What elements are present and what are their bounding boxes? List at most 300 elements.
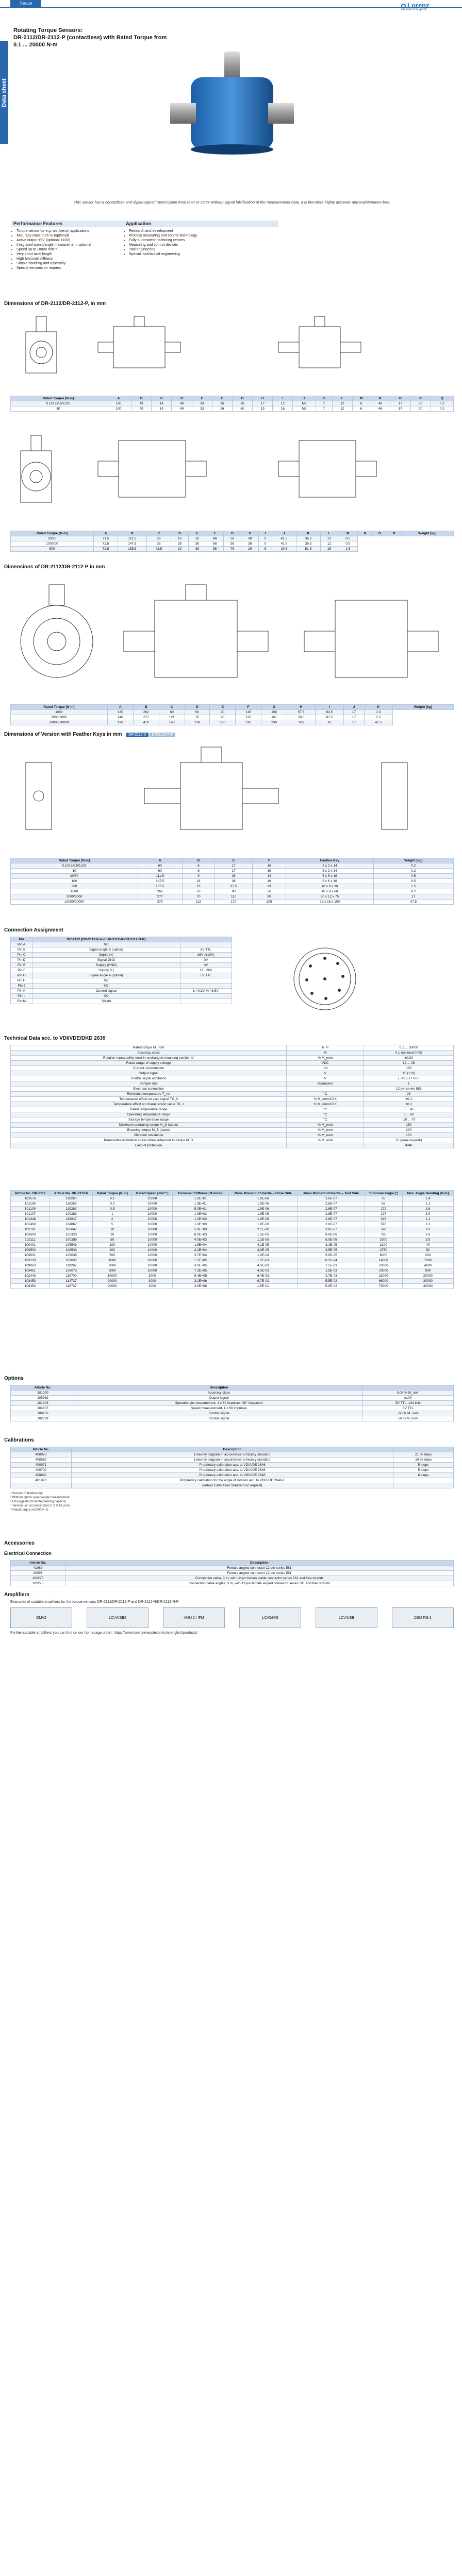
table-header: C — [146, 531, 171, 536]
table-cell: 3000 — [132, 1274, 173, 1279]
amplifier-item: LCV/USB — [316, 1607, 377, 1628]
table-cell: 9.0E-06 — [298, 1232, 365, 1238]
table-cell: 95 — [316, 720, 344, 725]
table-cell: 1.0E+02 — [173, 1217, 228, 1222]
table-row — [11, 1071, 454, 1076]
table-cell: Pin J — [11, 984, 32, 989]
table-row — [11, 1396, 454, 1401]
table-header: J — [272, 531, 296, 536]
table-header: I — [259, 531, 272, 536]
table-cell: 10000/20000 — [11, 900, 138, 905]
table-cell: 102600 — [11, 1232, 50, 1238]
table-cell: Rated torque M_nom — [11, 1045, 287, 1050]
table-cell: 17 — [390, 401, 410, 406]
table-row — [11, 999, 232, 1004]
table-cell: -50 % M_nom — [363, 1411, 454, 1416]
table-cell: 3.1E+06 — [173, 1279, 228, 1284]
table-row — [11, 1238, 454, 1243]
table-row — [11, 869, 454, 874]
table-cell: % M_nom — [287, 1056, 364, 1061]
table-cell: 60 — [232, 406, 252, 412]
table-cell: 12 — [332, 406, 352, 412]
table-cell: 50 — [182, 889, 215, 894]
table-header: Description — [75, 1385, 362, 1391]
table-row — [11, 1045, 454, 1050]
table-cell: L <0.3, H >3.5 — [364, 1076, 454, 1081]
table-cell: 147.5 — [138, 879, 183, 884]
table-cell: Breaking torque M_B (static) — [11, 1128, 287, 1133]
table-cell: 26 — [212, 401, 232, 406]
table-cell: ±5V (±10V) — [180, 953, 232, 958]
table-cell: 1.0E+02 — [173, 1212, 228, 1217]
table-cell: M3 — [293, 406, 316, 412]
table-header: B — [131, 396, 152, 401]
footnote: ⁴ Version -W: accuracy class 0.2 % M_nom — [10, 1504, 70, 1507]
table-cell: 5.0E-02 — [298, 1284, 365, 1289]
table-header: E — [210, 705, 236, 710]
table-row — [11, 1416, 454, 1421]
table-cell: 109037 — [50, 1258, 92, 1263]
table-cell: 32 — [171, 547, 188, 552]
table-cell: 900 — [402, 1268, 453, 1274]
table-cell: 6 — [259, 547, 272, 552]
table-row — [11, 879, 454, 884]
table-row — [11, 1207, 454, 1212]
table-cell: °C — [287, 1117, 364, 1123]
table-header: G — [232, 396, 252, 401]
table-cell: 10 — [93, 1227, 132, 1232]
table-cell: 36.5 — [296, 536, 320, 541]
table-cell: 30 — [410, 401, 431, 406]
table-row — [11, 1222, 454, 1227]
table-header: Article No. — [11, 1385, 75, 1391]
table-cell: Signal angle A (option) — [32, 973, 180, 978]
table-header: A — [93, 531, 118, 536]
table-cell: 101000 — [11, 1391, 75, 1396]
table-header: I — [273, 396, 293, 401]
table-cell: 52 — [402, 1248, 453, 1253]
table-cell: 1.9E-06 — [228, 1217, 298, 1222]
table-cell: 0.1 — [93, 1196, 132, 1201]
table-cell: 0.1 (optional 0.05) — [364, 1050, 454, 1056]
table-cell: 15 — [320, 547, 338, 552]
table-cell: 2200 — [365, 1243, 402, 1248]
table-cell: 2.6E-07 — [298, 1222, 365, 1227]
table-cell: Speed measurement, 1 x 60 impulses — [75, 1406, 362, 1411]
table-row — [11, 536, 454, 541]
table-row — [11, 894, 454, 900]
table-cell: 150 — [364, 1123, 454, 1128]
table-cell: NC — [32, 994, 180, 999]
table-cell: 110266 — [50, 1201, 92, 1207]
table-cell: 3 x 3 x 14 — [286, 869, 373, 874]
table-cell: 3000 — [132, 1279, 173, 1284]
table-row — [11, 963, 232, 968]
table-cell — [393, 1483, 454, 1488]
table-cell: 1.1 — [402, 1217, 453, 1222]
list-item: • Measuring and control devices — [129, 243, 278, 247]
table-cell: Control signal — [32, 989, 180, 994]
table-cell: ±0.1 — [364, 1102, 454, 1107]
table-cell: Current consumption — [11, 1066, 287, 1071]
footnote: ² Without option speed/angle measurement — [10, 1496, 70, 1499]
table-cell: Proprietary calibration for the angle of rotation acc. to VDI/VDE 2648-1 — [71, 1478, 393, 1483]
table-row — [11, 1391, 454, 1396]
table-header: Article No. — [11, 1561, 65, 1566]
table-cell: 8.2 — [373, 889, 453, 894]
table-cell: 1000 — [93, 1258, 132, 1263]
table-cell: % M_nom — [287, 1138, 364, 1143]
table-cell: Pin D — [11, 958, 32, 963]
features-heading: Performance Features — [11, 221, 166, 227]
header-rule — [0, 7, 462, 8]
table-row — [11, 1458, 454, 1463]
list-item: • Torque sensor for e.g. test bench applications — [16, 229, 166, 233]
table-header: Mass Moment of Inertia – Test Side — [298, 1191, 365, 1196]
table-cell: Accuracy class — [75, 1391, 362, 1396]
table-cell: 103454 — [11, 1284, 50, 1289]
table-cell: Connection cable, 3 m, with 12-pin female cable connector series 581 and free strands — [65, 1576, 453, 1581]
tab-dr2112k[interactable]: DR-2112-K — [126, 733, 148, 737]
table-cell: 1.9E-06 — [228, 1207, 298, 1212]
table-cell: 5.0E-05 — [298, 1253, 365, 1258]
table-cell: 110263 — [50, 1207, 92, 1212]
table-cell: 6.4E-03 — [228, 1274, 298, 1279]
table-cell: 400071 — [11, 1463, 72, 1468]
table-cell: Temperature effect on characteristic value TK_c — [11, 1102, 287, 1107]
table-cell: 10 x 8 x 60 — [286, 889, 373, 894]
table-cell: Accuracy class — [11, 1050, 287, 1056]
table-header: Weight [kg] — [401, 531, 453, 536]
amplifier-item: LCV/USB2 — [87, 1607, 148, 1628]
list-item: • High torsional stiffness — [16, 257, 166, 261]
table-cell: 6 — [182, 863, 215, 869]
table-cell: 64.5 — [316, 710, 344, 715]
table-cell: 38 — [241, 541, 259, 547]
section-accessories: Accessories — [4, 1540, 35, 1546]
table-cell: 105 — [287, 720, 316, 725]
table-cell: 100 — [106, 406, 131, 412]
table-cell: 17 — [343, 720, 364, 725]
table-cell: 101106 — [11, 1201, 50, 1207]
table-cell: 1.5 — [373, 884, 453, 889]
table-cell — [287, 1087, 364, 1092]
table-cell: 110 — [215, 894, 252, 900]
table-cell: 400070 — [11, 1452, 72, 1458]
table-cell: 1.9E-06 — [228, 1222, 298, 1227]
table-row — [11, 1066, 454, 1071]
table-cell: 7.2E+05 — [173, 1268, 228, 1274]
table-cell: 785 — [365, 1232, 402, 1238]
table-cell: 7000 — [402, 1258, 453, 1263]
table-cell: % M_nom — [287, 1128, 364, 1133]
table-cell: 2.6E-07 — [298, 1212, 365, 1217]
table-cell: 41.5 — [272, 536, 296, 541]
table-cell: 7 — [316, 406, 332, 412]
table-cell: 6000 — [365, 1253, 402, 1258]
table-cell: 1.5E-03 — [298, 1263, 365, 1268]
table-cell: 50 — [185, 710, 210, 715]
table-cell: 500 — [93, 1253, 132, 1258]
table-cell: 60 — [138, 863, 183, 869]
table-cell: 170 — [215, 900, 252, 905]
table-cell: 10000 — [132, 1217, 173, 1222]
table-header: O — [390, 396, 410, 401]
table-cell: 2000 — [365, 1238, 402, 1243]
table-cell: 17 — [343, 710, 364, 715]
table-cell: 3000 — [132, 1284, 173, 1289]
section-amplifiers: Amplifiers — [4, 1592, 29, 1598]
table-cell: 29 — [241, 547, 259, 552]
table-row — [11, 401, 454, 406]
table-cell: 1 — [364, 1081, 454, 1087]
table-row — [11, 1133, 454, 1138]
table-cell: 5V TTL — [363, 1406, 454, 1411]
table-header: G — [261, 705, 287, 710]
table-header: Feather Key — [286, 858, 373, 863]
table-cell: 0.1 ... 20000 — [364, 1045, 454, 1050]
table-cell: 29.5 — [272, 547, 296, 552]
table-cell: 10000 — [132, 1238, 173, 1243]
table-cell: 1.5E-01 — [228, 1284, 298, 1289]
table-cell: 5 — [93, 1222, 132, 1227]
table-cell — [180, 994, 232, 999]
table-cell: 200 — [402, 1253, 453, 1258]
table-cell: 100 — [364, 1133, 454, 1138]
table-cell: 66000 — [365, 1279, 402, 1284]
table-header: Q — [431, 396, 453, 401]
table-row — [11, 1117, 454, 1123]
table-cell: 2000/3000 — [11, 715, 108, 720]
table-cell: 26 — [171, 541, 188, 547]
table-row — [11, 1087, 454, 1092]
table-cell: Proprietary calibration acc. to VDI/VDE 2646 — [71, 1463, 393, 1468]
tab-dr2112pk[interactable]: DR-2112-P-K — [150, 733, 175, 737]
table-connection — [10, 937, 232, 1004]
table-row — [11, 1571, 454, 1576]
table-cell: 0.05 % M_nom — [363, 1391, 454, 1396]
table-cell: 500 — [11, 884, 138, 889]
table-cell: 90 — [215, 889, 252, 894]
table-cell: 21 % steps — [393, 1452, 454, 1458]
table-header: Weight [kg] — [373, 858, 453, 863]
table-cell: 101107 — [11, 1212, 50, 1217]
table-cell: 48 — [370, 401, 390, 406]
table-cell: 29 — [252, 884, 286, 889]
list-item: • Active output ±5V (optional ±10V) — [16, 238, 166, 243]
table-cell: ±10V — [363, 1396, 454, 1401]
table-header: Weight [kg] — [392, 705, 453, 710]
drawing-dimensions-1 — [10, 311, 454, 394]
table-cell: 400700 — [11, 1468, 72, 1473]
list-item: • Tool engineering — [129, 247, 278, 252]
table-cell: 17 — [373, 894, 453, 900]
table-row — [11, 1076, 454, 1081]
table-cell: 1.9E-06 — [228, 1212, 298, 1217]
table-cell: 1.5E-03 — [298, 1268, 365, 1274]
table-cell: 1.5E+05 — [173, 1258, 228, 1263]
table-cell: 104867 — [50, 1222, 92, 1227]
table-cell: 17 — [215, 863, 252, 869]
amplifiers-footer-text: Further suitable amplifiers you can find on our homepage under: https://www.lorenz-messtechnik.de/english/products/ — [10, 1631, 198, 1635]
list-item: • Research and development — [129, 229, 278, 233]
table-row — [11, 1232, 454, 1238]
table-header: P — [410, 396, 431, 401]
table-cell: 20000 — [93, 1279, 132, 1284]
list-item: • Very short axial length — [16, 252, 166, 257]
list-item: • Fully automated machining centres — [129, 238, 278, 243]
table-cell: 12 — [273, 401, 293, 406]
table-cell: 156 — [261, 710, 287, 715]
table-row — [11, 1102, 454, 1107]
table-cell: 140 — [159, 720, 185, 725]
table-cell: 58.5 — [287, 715, 316, 720]
table-cell: 58 — [224, 536, 241, 541]
table-cell: 5 ... 45 — [364, 1107, 454, 1112]
company-logo — [401, 2, 430, 11]
table-cell: 0.5 — [93, 1207, 132, 1212]
table-cell: 5.0E+01 — [173, 1207, 228, 1212]
table-row — [11, 1107, 454, 1112]
table-row — [11, 1406, 454, 1411]
table-accessories — [10, 1560, 454, 1586]
section-options: Options — [4, 1376, 24, 1381]
table-header: Max. Angle Bending [N·m] — [402, 1191, 453, 1196]
table-row — [11, 1263, 454, 1268]
table-cell: 100/200 — [11, 541, 94, 547]
table-cell: 10000 — [132, 1248, 173, 1253]
table-cell: L <0.3V, H >3.5V — [180, 989, 232, 994]
table-cell: 12-pin series 581 — [364, 1087, 454, 1092]
table-cell: 3.0E+05 — [173, 1263, 228, 1268]
table-cell: 400690 — [11, 1473, 72, 1478]
table-cell: 2750 — [365, 1248, 402, 1253]
table-header: K — [364, 705, 392, 710]
table-row — [11, 1081, 454, 1087]
table-cell: 227 — [365, 1212, 402, 1217]
table-cell: 230 — [261, 720, 287, 725]
table-cell: 60 — [138, 869, 183, 874]
table-row — [11, 978, 232, 984]
table-cell: NC — [32, 942, 180, 947]
list-item: • Special mechanical engineering — [129, 252, 278, 257]
table-row — [11, 1581, 454, 1586]
table-row — [11, 1268, 454, 1274]
table-cell: 87.5 — [316, 715, 344, 720]
table-cell: 0.2 — [93, 1201, 132, 1207]
table-cell: 105 — [252, 900, 286, 905]
table-row — [11, 1143, 454, 1148]
table-cell: 0.5 — [338, 541, 358, 547]
table-row — [11, 1452, 454, 1458]
table-cell: 10 % steps — [393, 1458, 454, 1463]
table-row — [11, 1128, 454, 1133]
table-cell: 118 — [182, 900, 215, 905]
table-cell: Pin C — [11, 953, 32, 958]
table-cell: 500 — [11, 547, 94, 552]
table-cell: 102443 — [11, 1274, 50, 1279]
table-cell: 102701 — [11, 1227, 50, 1232]
table-cell: 1.9E+01 — [173, 1201, 228, 1207]
table-cell: 100962 — [11, 1396, 75, 1401]
table-cell: 48 — [370, 406, 390, 412]
table-cell: ±0.02 — [364, 1056, 454, 1061]
table-cell: 49 — [131, 406, 152, 412]
table-cell: 5V TTL — [180, 973, 232, 978]
table-cell: 20000 — [93, 1284, 132, 1289]
table-cell: 16 — [273, 406, 293, 412]
table-cell: 3000 — [93, 1268, 132, 1274]
table-header: N — [358, 531, 372, 536]
table-row — [11, 710, 454, 715]
table-cell: 130 — [107, 710, 133, 715]
table-cell: 10 x 8 x 36 — [286, 884, 373, 889]
table-cell: 3.0E-07 — [298, 1227, 365, 1232]
table-cell: 103733 — [11, 1258, 50, 1263]
table-row — [11, 1227, 454, 1232]
table-row — [11, 1483, 454, 1488]
footnote: ³ Unsuggested from the bearing capacity — [10, 1500, 67, 1503]
table-cell: 102276 — [11, 1581, 65, 1586]
section-feather-keys: Dimensions of Version with Feather Keys in mm DR-2112-K DR-2112-P-K — [4, 732, 175, 737]
table-row — [11, 1123, 454, 1128]
table-cell: 345 — [365, 1217, 402, 1222]
drawing-feather-keys — [10, 742, 454, 855]
table-cell: 262 — [138, 889, 183, 894]
table-cell: kSample/s — [287, 1081, 364, 1087]
table-cell: % M_nom — [287, 1133, 364, 1138]
table-cell: 111.5 — [118, 536, 147, 541]
table-cell: 110262 — [50, 1263, 92, 1268]
table-row — [11, 1112, 454, 1117]
table-cell: 47.5 — [364, 720, 392, 725]
table-cell: 40000 — [402, 1284, 453, 1289]
table-cell: 0V — [180, 963, 232, 968]
table-cell: 2.6E-07 — [298, 1207, 365, 1212]
table-cell: 50 % M_nom — [363, 1416, 454, 1421]
table-cell: 5.0E+03 — [173, 1227, 228, 1232]
table-cell: 30 — [146, 536, 171, 541]
table-row — [11, 1212, 454, 1217]
table-cell: 16 — [252, 869, 286, 874]
table-row — [11, 1566, 454, 1571]
table-cell: Supply (GND) — [32, 963, 180, 968]
table-cell: Speed/angle measurement, 1 x 60 impulses, 90° displaced — [75, 1401, 362, 1406]
table-cell: 49 — [131, 401, 152, 406]
table-cell: 102576 — [11, 1196, 50, 1201]
logo-subtitle: messtechnik gmbh — [401, 8, 427, 11]
category-tab[interactable]: Torque — [10, 0, 41, 7]
list-item: • Accuracy class 0.05 % (optional) — [16, 233, 166, 238]
table-cell: Proprietary calibration acc. to VDI/VDE 2646 — [71, 1468, 393, 1473]
table-cell: 3.1E-05 — [298, 1243, 365, 1248]
table-cell: Output signal — [11, 1071, 287, 1076]
table-cell: 101460 — [11, 1222, 50, 1227]
table-cell: Control signal — [75, 1411, 362, 1416]
table-cell: 9.4E+05 — [173, 1274, 228, 1279]
table-cell: 5 x 5 x 18 — [286, 874, 373, 879]
table-row — [11, 1248, 454, 1253]
table-row — [11, 958, 232, 963]
table-header: H — [241, 531, 259, 536]
table-row — [11, 863, 454, 869]
table-row — [11, 1196, 454, 1201]
table-cell: 4.0E-03 — [228, 1263, 298, 1268]
drawing-dimensions-3 — [10, 574, 454, 698]
table-cell — [180, 999, 232, 1004]
table-cell: 277 — [133, 715, 159, 720]
table-cell: 36.5 — [296, 541, 320, 547]
